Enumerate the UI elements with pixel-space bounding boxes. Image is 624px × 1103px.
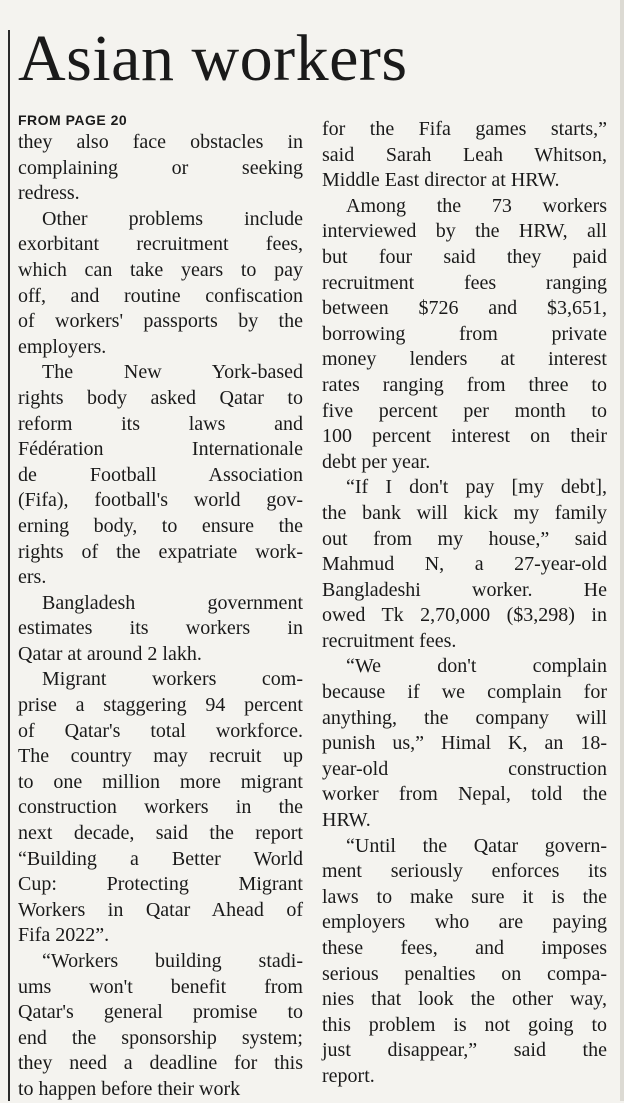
text-line: 100 percent interest on their (322, 425, 607, 448)
text-line: Migrant workers com- (42, 668, 303, 691)
text-line: to one million more migrant (18, 770, 303, 793)
text-line: Among the 73 workers (346, 194, 607, 217)
text-line: anything, the company will (322, 706, 607, 729)
text-line: Bangladesh government (42, 591, 303, 614)
text-line: debt per year. (322, 450, 431, 473)
text-line: (Fifa), football's world gov- (18, 489, 303, 512)
text-line: rights body asked Qatar to (18, 386, 303, 409)
text-line: of workers' passports by the (18, 310, 303, 333)
text-line: said Sarah Leah Whitson, (322, 143, 607, 166)
text-line: just disappear,” said the (322, 1039, 607, 1062)
text-line: laws to make sure it is the (322, 885, 607, 908)
text-line: Fifa 2022”. (18, 924, 110, 947)
text-line: Bangladeshi worker. He (322, 578, 607, 601)
text-line: out from my house,” said (322, 527, 607, 550)
text-line: end the sponsorship system; (18, 1026, 303, 1049)
text-line: “Workers building stadi- (42, 950, 303, 972)
text-line: to happen before their work (18, 1077, 241, 1100)
text-line: borrowing from private (322, 322, 607, 345)
text-line: these fees, and imposes (322, 937, 607, 959)
kicker: FROM PAGE 20 (18, 112, 128, 128)
article-column-right (322, 117, 607, 1090)
text-line: year-old construction (322, 757, 607, 780)
text-line: construction workers in the (18, 796, 303, 819)
text-line: between $726 and $3,651, (322, 297, 607, 320)
text-line: because if we complain for (322, 681, 607, 704)
text-line: ums won't benefit from (18, 975, 303, 998)
text-line: prise a staggering 94 percent (18, 694, 303, 717)
text-line: erning body, to ensure the (18, 514, 303, 537)
text-line: five percent per month to (322, 399, 607, 422)
text-line: interviewed by the HRW, all (322, 220, 607, 243)
text-line: employers. (18, 335, 107, 358)
page-edge (620, 0, 624, 1101)
text-line: “We don't complain (346, 655, 607, 678)
text-line: they need a deadline for this (18, 1052, 303, 1075)
text-line: Fédération Internationale (18, 438, 303, 461)
text-line: Middle East director at HRW. (322, 169, 560, 192)
text-line: estimates its workers in (18, 617, 303, 640)
article-column-left (18, 112, 303, 1103)
text-line: exorbitant recruitment fees, (18, 233, 303, 256)
text-line: off, and routine confiscation (18, 284, 303, 307)
text-line: HRW. (322, 809, 371, 832)
text-line: The country may recruit up (18, 745, 303, 768)
text-line: reform its laws and (18, 412, 303, 435)
text-line: report. (322, 1064, 375, 1087)
text-line: they also face obstacles in (18, 131, 303, 153)
text-line: ers. (18, 566, 47, 589)
text-line: Workers in Qatar Ahead of (18, 898, 303, 921)
column-body-left (18, 130, 303, 1103)
text-line: recruitment fees ranging (322, 271, 607, 294)
text-line: de Football Association (18, 463, 303, 486)
text-line: Other problems include (42, 207, 303, 230)
text-line: the bank will kick my family (322, 501, 607, 524)
text-line: for the Fifa games starts,” (322, 118, 607, 140)
text-line: serious penalties on compa- (322, 962, 607, 985)
text-line: redress. (18, 182, 80, 205)
text-line: punish us,” Himal K, an 18- (322, 732, 607, 755)
text-line: Qatar at around 2 lakh. (18, 642, 202, 665)
text-line: Qatar's general promise to (18, 1001, 303, 1024)
text-line: but four said they paid (322, 245, 607, 268)
text-line: “Building a Better World (18, 847, 303, 870)
text-line: which can take years to pay (18, 258, 303, 281)
text-line: owed Tk 2,70,000 ($3,298) in (322, 604, 607, 627)
text-line: nies that look the other way, (322, 988, 607, 1011)
headline: Asian workers (18, 22, 408, 95)
text-line: rates ranging from three to (322, 373, 607, 396)
text-line: rights of the expatriate work- (18, 540, 303, 563)
text-line: complaining or seeking (18, 156, 303, 179)
text-line: Cup: Protecting Migrant (18, 873, 303, 896)
text-line: The New York-based (42, 361, 303, 384)
text-line: next decade, said the report (18, 822, 303, 845)
text-line: recruitment fees. (322, 629, 457, 652)
text-line: money lenders at interest (322, 348, 607, 371)
text-line: worker from Nepal, told the (322, 783, 607, 806)
text-line: Mahmud N, a 27-year-old (322, 553, 607, 576)
text-line: of Qatar's total workforce. (18, 719, 303, 742)
text-line: ment seriously enforces its (322, 860, 607, 883)
column-rule (8, 30, 10, 1101)
text-line: “If I don't pay [my debt], (346, 476, 607, 499)
text-line: employers who are paying (322, 911, 607, 934)
text-line: this problem is not going to (322, 1013, 607, 1036)
text-line: “Until the Qatar govern- (346, 834, 607, 857)
column-body-right (322, 117, 607, 1090)
